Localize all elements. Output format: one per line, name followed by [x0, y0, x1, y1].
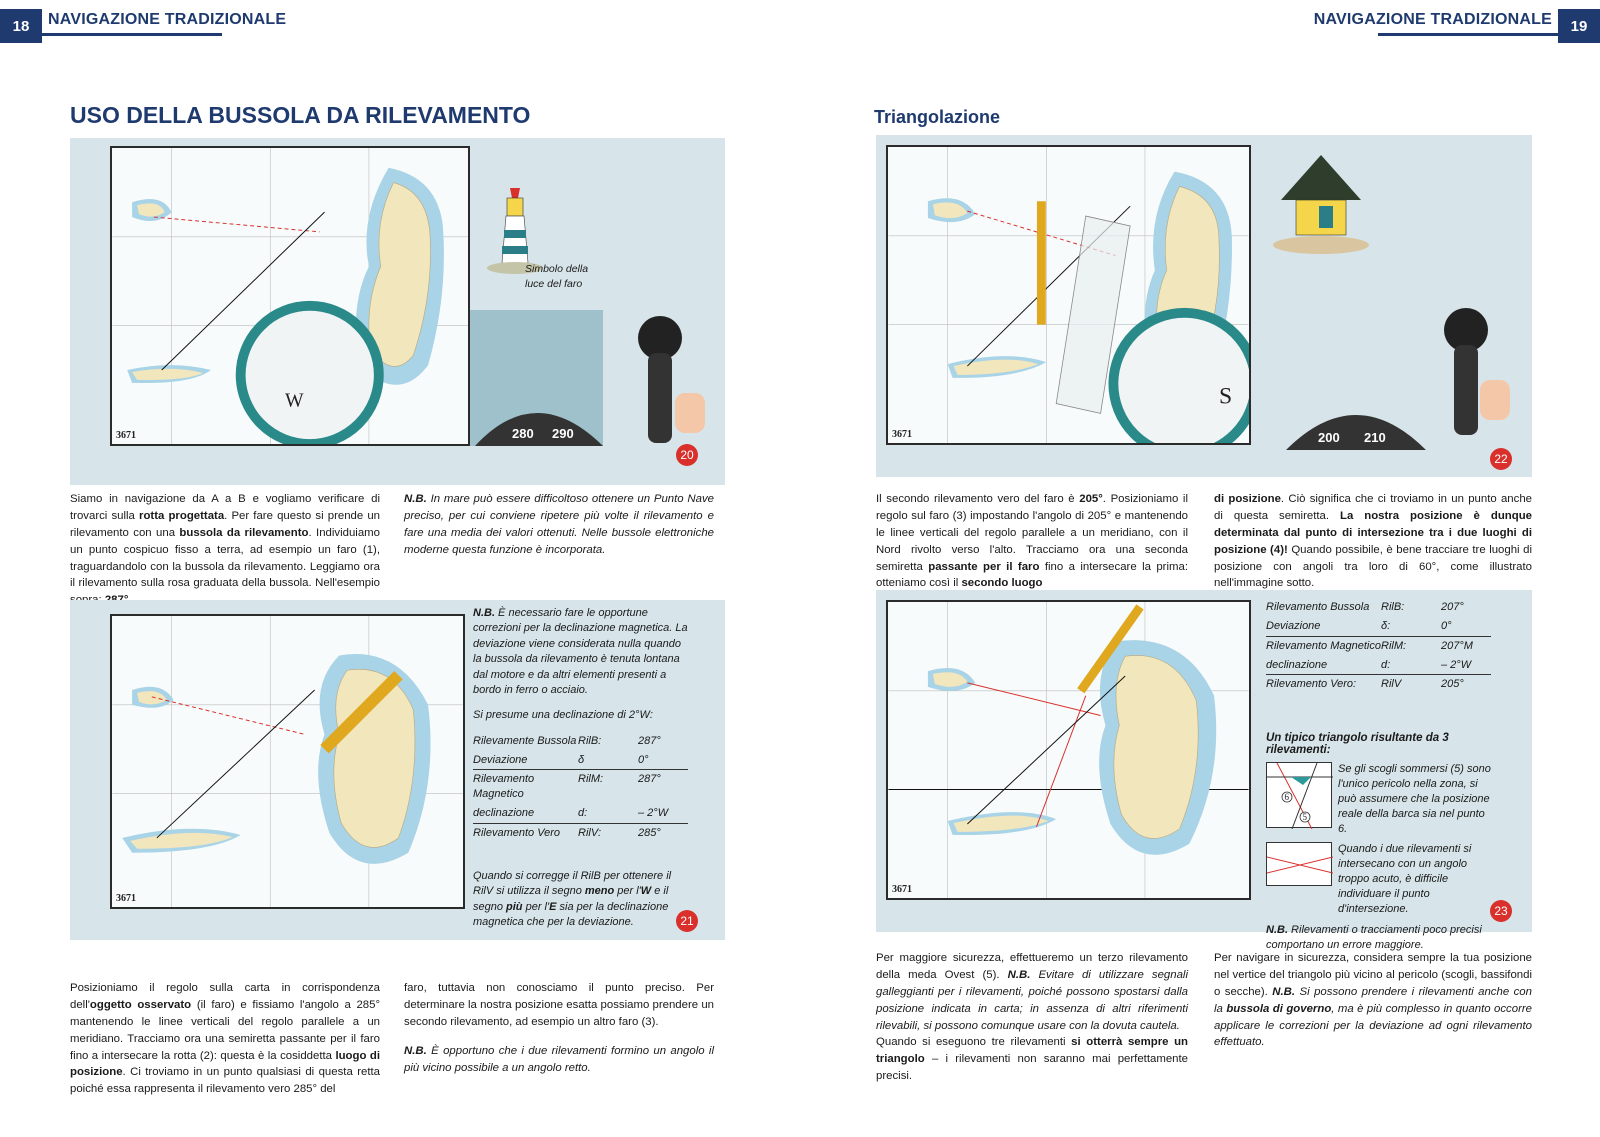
- nautical-chart: [110, 146, 470, 446]
- figure-badge: 21: [676, 910, 698, 932]
- page-number: 18: [0, 9, 42, 43]
- lighthouse-top-illustration: [1271, 150, 1371, 255]
- note-paragraph: N.B. In mare può essere difficoltoso ottenere un Punto Nave preciso, per cui conviene ripetere più volte il rilevamento e fare una media dei valori ottenuti. Nelle bussole elettroniche moderne questa funzione è incorporata.: [404, 493, 714, 556]
- page-number: 19: [1558, 9, 1600, 43]
- body-paragraph: faro, tuttavia non conosciamo il punto preciso. Per determinare la nostra posizione esatta possiamo prendere un secondo rilevamento, ad esempio un altro faro (3). N.B. È opportuno che i due rilevamenti formino un angolo il più vicino possibile a un angolo retto.: [404, 982, 714, 1074]
- figure-22: [876, 135, 1532, 477]
- dial-value: 280: [512, 426, 534, 441]
- right-page: [800, 0, 1600, 1137]
- header-rule: [1378, 33, 1558, 36]
- body-paragraph: Siamo in navigazione da A a B e vogliamo verificare di trovarci sulla rotta progettata. Per fare questo si prende un rilevamento con una bussola da rilevamento. Individuiamo un punto cospicuo fisso a terra, ad esempio un faro (1), traguardandolo con la bussola da rilevamento. Leggiamo ora il rilevamento sulla rosa graduata della bussola. Nell'esempio: [70, 493, 381, 590]
- chart-number: 3671: [116, 430, 136, 441]
- mini-label: 5: [1302, 812, 1307, 823]
- section-title: NAVIGAZIONE TRADIZIONALE: [48, 11, 287, 28]
- dial-value: 210: [1364, 430, 1386, 445]
- chart-drawing: [112, 148, 468, 444]
- correction-table: Rilevamente Bussola RilB: 287° Deviazione δ 0° Rilevamento Magnetico RilM: 287° declinazione d: – 2°W Rilevamento Vero RilV: 285°: [473, 732, 688, 843]
- hand-compass-illustration: [635, 303, 710, 458]
- body-paragraph: Posizioniamo il regolo sulla carta in corrispondenza dell'oggetto osservato (il faro) e fissiamo l'angolo a 285° mantenendo le linee verticali del regolo parallele a un meridiano. Tracciamo ora una semiretta passante per il faro fino a intersecare la rotta (2): questa è la cosiddetta luogo di posizione. Ci troviamo in un punto qualsiasi di questa retta poiché essa rappresenta il rilevamento vero 285° del: [70, 982, 381, 1096]
- figure-badge: 20: [676, 444, 698, 466]
- rose-letter: W: [285, 389, 304, 412]
- figure-20: [70, 138, 725, 485]
- symbol-caption: Simbolo della luce del faro: [525, 263, 589, 290]
- compass-dial: [470, 310, 603, 446]
- figure-23: [876, 590, 1532, 951]
- nautical-chart: [110, 614, 465, 909]
- page-title: Triangolazione: [874, 107, 1001, 127]
- dial-value: 200: [1318, 430, 1340, 445]
- nautical-chart: [886, 145, 1251, 445]
- chart-drawing: [112, 616, 463, 907]
- triangle-diagram: [1266, 762, 1332, 828]
- chart-number: 3671: [116, 893, 136, 904]
- body-paragraph: Per maggiore sicurezza, effettueremo un terzo rilevamento della meda Ovest (5). N.B. Evitare di utilizzare segnali galleggianti per i rilevamenti, poiché possono spostarsi dalla posizione indicata in carta; in assenza di altri riferimenti rilevabili, si possono comunque usare con la dovuta cautela. Quando si eseguono tre rilevamenti si otterrà sempre un triangolo – i rilevamenti non saranno mai perfettamente precisi.: [876, 952, 1188, 1083]
- figure-21: [70, 600, 725, 940]
- chart-number: 3671: [892, 429, 912, 440]
- compass-dial: [1286, 330, 1426, 450]
- body-paragraph: Per navigare in sicurezza, considera sempre la tua posizione nel vertice del triangolo più vicino al pericolo (scogli, bassifondi o secche). N.B. Si possono prendere i rilevamenti anche con la bussola di governo, ma è più complesso in quanto occorre applicare le correzioni per la deviazione ad ogni rilevamento effettuato.: [1214, 952, 1533, 1049]
- chart-number: 3671: [892, 884, 912, 895]
- acute-angle-diagram: [1266, 842, 1332, 886]
- body-paragraph: di posizione. Ciò significa che ci troviamo in un punto anche di questa semiretta. La nostra posizione è dunque determinata dal punto di intersezione tra i due luoghi di posizione (4)! Quando possibile, è bene tracciare tre luoghi di posizione con angoli tra loro di 60°, come illustrato nell'immagine sotto.: [1214, 493, 1532, 590]
- chart-drawing: [888, 602, 1249, 898]
- mini-label: 6: [1284, 792, 1289, 803]
- section-title: NAVIGAZIONE TRADIZIONALE: [1313, 11, 1552, 28]
- correction-table: Rilevamento Bussola RilB: 207° Deviazione δ: 0° Rilevamento Magnetico RilM: 207°M declinazione d: – 2°W Rilevamento Vero: RilV 205°: [1266, 598, 1491, 694]
- page-title: USO DELLA BUSSOLA DA RILEVAMENTO: [70, 102, 531, 128]
- body-paragraph: Il secondo rilevamento vero del faro è 205°. Posizioniamo il regolo sul faro (3) impostando l'angolo di 205° e mantenendo le linee verticali del regolo parallele a un meridiano, con il Nord rivolto verso l'alto. Tracciamo ora una seconda semiretta passante per il faro fino a intersecare la prima: otteniamo così il secondo luogo: [876, 493, 1188, 590]
- rose-letter: S: [1218, 383, 1233, 410]
- figure-side-notes: N.B. È necessario fare le opportune correzioni per la declinazione magnetica. La deviazione viene considerata nulla quando la bussola da rilevamento è tenuta lontana dal motore e da altri elementi presenti a bordo in ferro o acciaio. Si presume una declinazione di 2°W: Rilevamente Bussola RilB: 287° Deviazione δ 0° Rilevamento Magnetico RilM: 287° declinazione d: – 2°W Rilevamento Vero RilV: 285° Quando si corregge il RilB per ottenere il RilV si utilizza il segno meno per l'W e il segno più per l'E sia per la declinazione magnetica che per la deviazione.: [473, 607, 688, 928]
- nautical-chart: [886, 600, 1251, 900]
- figure-badge: 23: [1490, 900, 1512, 922]
- hand-compass-illustration: [1436, 295, 1516, 445]
- dial-value: 290: [552, 426, 574, 441]
- figure-badge: 22: [1490, 448, 1512, 470]
- figure-side-notes: Rilevamento Bussola RilB: 207° Deviazione δ: 0° Rilevamento Magnetico RilM: 207°M declinazione d: – 2°W Rilevamento Vero: RilV 205° Un tipico triangolo risultante da 3 rilevamenti: 6 5 Se gli scogli sommersi (5) sono l'unico pericolo nella zona, si può assumere che la posizione reale della barca sia nel punto 6. Quando i due rilevamenti si intersecano con un angolo troppo acuto, è difficile individuare il punto d'intersezione. N.B. Rilevamenti o tracciamenti poco precisi comportano un errore maggiore.: [1266, 598, 1491, 952]
- chart-drawing: [888, 147, 1249, 443]
- header-rule: [42, 33, 222, 36]
